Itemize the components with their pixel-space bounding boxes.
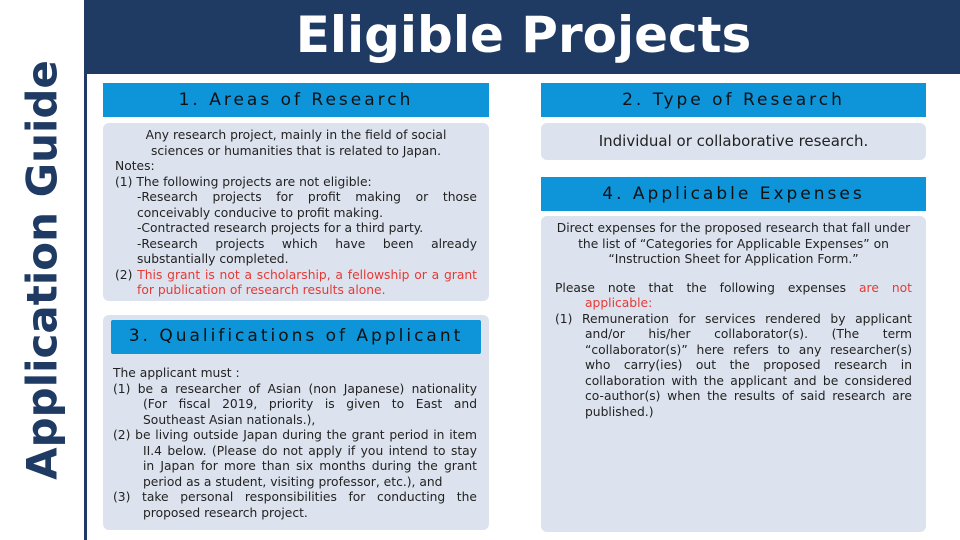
section1-item1-label: (1) The following projects are not eligible: bbox=[115, 174, 372, 189]
section1-item2-num: (2) bbox=[115, 267, 133, 282]
section1-bullet3: -Research projects which have been already substantially completed. bbox=[137, 236, 477, 266]
section1-bullet2: -Contracted research projects for a third party. bbox=[137, 221, 424, 235]
section1-panel bbox=[103, 123, 489, 301]
section4-header-label: 4. Applicable Expenses bbox=[602, 184, 865, 204]
section3-item2: (2) be living outside Japan during the grant period in item II.4 below. (Please do not apply if you intend to stay in Japan for more than six months during the grant period as a student, visiting professor, etc.), and bbox=[113, 428, 477, 489]
section1-header-label: 1. Areas of Research bbox=[178, 90, 414, 110]
section2-header-label: 2. Type of Research bbox=[622, 90, 845, 110]
section3-intro: The applicant must : bbox=[113, 366, 240, 380]
section4-panel bbox=[541, 216, 926, 532]
section4-note-lead: Please note that the following expenses bbox=[555, 280, 847, 295]
section3-panel bbox=[103, 315, 489, 530]
section4-note bbox=[555, 281, 912, 312]
section1-bullet1: -Research projects for profit making or those conceivably conducive to profit making. bbox=[137, 190, 477, 220]
section1-header bbox=[103, 83, 489, 117]
section3-item1: (1) be a researcher of Asian (non Japanese) nationality (For fiscal 2019, priority is given to East and Southeast Asian nationals.), bbox=[113, 381, 477, 427]
section3-body bbox=[113, 366, 477, 521]
section1-intro: Any research project, mainly in the field of social sciences or humanities that is related to Japan. bbox=[145, 128, 447, 158]
section4-body: Direct expenses for the proposed research that fall under the list of “Categories for Applicable Expenses” on “Instruction Sheet for Application Form.” bbox=[556, 221, 911, 266]
section3-item3: (3) take personal responsibilities for conducting the proposed research project. bbox=[113, 490, 477, 520]
section4-header bbox=[541, 177, 926, 211]
section3-header-label: 3. Qualifications of Applicant bbox=[128, 326, 464, 347]
section1-notes-label: Notes: bbox=[115, 159, 155, 173]
section4-note-red2: applicable: bbox=[585, 296, 653, 310]
section2-body: Individual or collaborative research. bbox=[598, 131, 869, 150]
section2-panel bbox=[541, 123, 926, 160]
section3-header bbox=[111, 320, 481, 354]
page-title: Eligible Projects bbox=[295, 6, 752, 64]
section2-header bbox=[541, 83, 926, 117]
sidebar-title: Application Guide bbox=[17, 60, 67, 480]
section1-item2-text: This grant is not a scholarship, a fellowship or a grant for publication of research results alone. bbox=[137, 267, 477, 297]
title-bar bbox=[87, 0, 960, 74]
section4-note-red1: are not bbox=[859, 280, 912, 295]
section4-item1: (1) Remuneration for services rendered by applicant and/or his/her collaborator(s). (The term “collaborator(s)” here refers to any researcher(s) who carry(ies) out the proposed research in collaboration with the applicant and be considered co-author(s) when the results of said research are published.) bbox=[555, 311, 912, 419]
sidebar bbox=[0, 0, 87, 540]
section1-item2 bbox=[115, 268, 477, 299]
